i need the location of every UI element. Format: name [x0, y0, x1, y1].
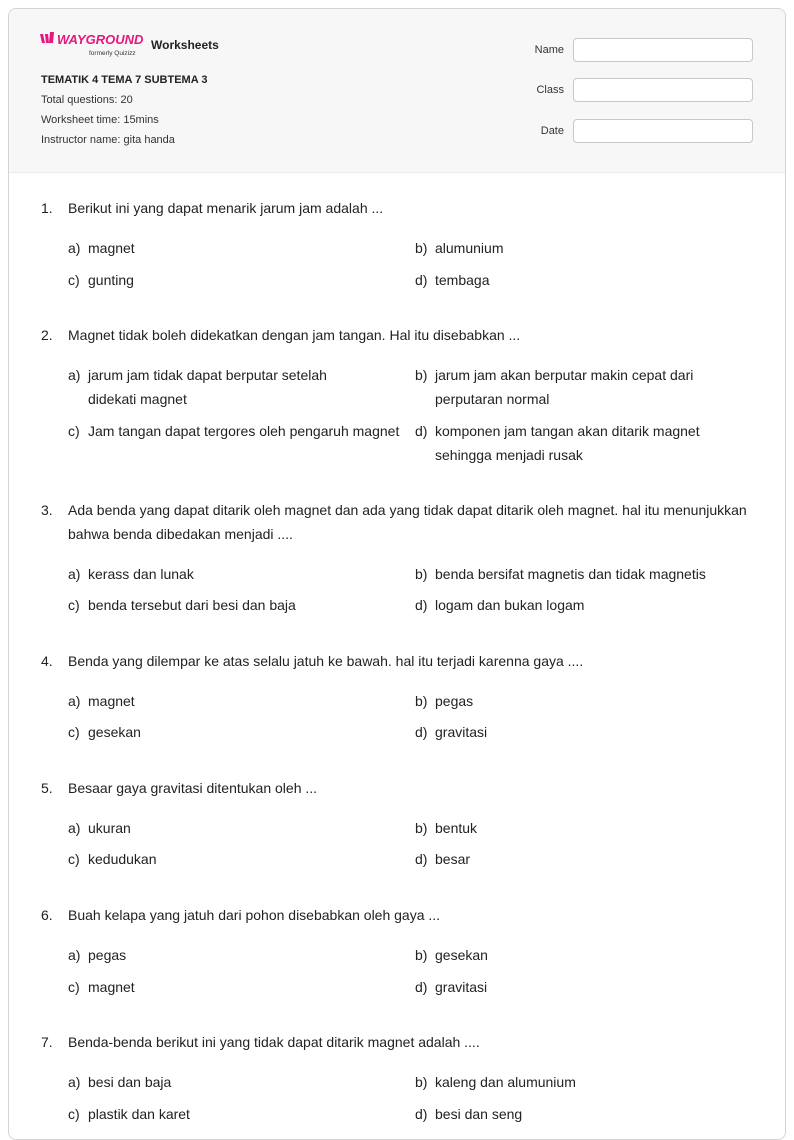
logo-wordmark: WAYGROUND [57, 32, 144, 47]
question-text: Berikut ini yang dapat menarik jarum jam adalah ... [68, 200, 384, 216]
question-text: Benda yang dilempar ke atas selalu jatuh ke bawah. hal itu terjadi karenna gaya .... [68, 653, 584, 669]
question-text: Benda-benda berikut ini yang tidak dapat ditarik magnet adalah .... [68, 1034, 480, 1050]
name-label: Name [534, 44, 564, 56]
question-number: 7. [41, 1034, 53, 1050]
wayground-logo [40, 31, 144, 59]
class-field[interactable] [573, 78, 753, 102]
question-text: Besaar gaya gravitasi ditentukan oleh ... [68, 780, 318, 796]
question-number: 4. [41, 653, 53, 669]
worksheet-title: TEMATIK 4 TEMA 7 SUBTEMA 3 [41, 74, 208, 86]
class-label: Class [536, 84, 564, 96]
instructor-name: Instructor name: gita handa [41, 134, 175, 146]
question-number: 5. [41, 780, 53, 796]
question-text: Magnet tidak boleh didekatkan dengan jam tangan. Hal itu disebabkan ... [68, 327, 521, 343]
date-field[interactable] [573, 119, 753, 143]
question-number: 3. [41, 502, 53, 518]
worksheet-header [9, 9, 785, 173]
worksheet-page: WAYGROUND formerly Quizizz Worksheets TEMATIK 4 TEMA 7 SUBTEMA 3 Total questions: 20 Worksheet time: 15mins Instructor name: gita handa Name Class Date 1. Berikut ini yang dapat menarik jarum jam adalah ... a) magnet b) alumunium c) gunting d) tembaga 2. Magnet tidak boleh didekatkan dengan jam tangan. Hal itu disebabkan ... a) jarum jam tidak dapat berputar setelah didekati magnet b) jarum jam akan berputar makin cepat dari perputaran normal c) Jam tangan dapat tergores oleh pengaruh magnet d) komponen jam tangan akan ditarik magnet sehingga menjadi rusak 3. Ada benda yang dapat ditarik oleh magnet dan ada yang tidak dapat ditarik oleh magnet. hal itu menunjukkan bahwa benda dibedakan menjadi .... a) kerass dan lunak b) benda bersifat magnetis dan tidak magnetis c) benda tersebut dari besi dan baja d) logam dan bukan logam 4. Benda yang dilempar ke atas selalu jatuh ke bawah. hal itu terjadi karenna gaya .... a) magnet b) pegas c) gesekan d) gravitasi 5. Besaar gaya gravitasi ditentukan oleh ... a) ukuran b) bentuk c) kedudukan d) besar 6. Buah kelapa yang jatuh dari pohon disebabkan oleh gaya ... a) pegas b) gesekan c) magnet d) gravitasi 7. Benda-benda berikut ini yang tidak dapat ditarik magnet adalah .... a) besi dan baja b) kaleng dan alumunium c) plastik dan karet d) besi dan seng [8, 8, 786, 1140]
worksheet-time: Worksheet time: 15mins [41, 114, 159, 126]
question-text: Buah kelapa yang jatuh dari pohon disebabkan oleh gaya ... [68, 907, 441, 923]
question-number: 1. [41, 200, 53, 216]
date-label: Date [540, 125, 564, 137]
question-number: 2. [41, 327, 53, 343]
question-number: 6. [41, 907, 53, 923]
question-text: Ada benda yang dapat ditarik oleh magnet dan ada yang tidak dapat ditarik oleh magnet. hal itu menunjukkan bahwa benda dibedakan menjadi .... [68, 502, 747, 542]
logo-subtext: formerly Quizizz [89, 50, 136, 57]
name-field[interactable] [573, 38, 753, 62]
total-questions: Total questions: 20 [41, 94, 133, 106]
section-name: Worksheets [151, 38, 219, 52]
